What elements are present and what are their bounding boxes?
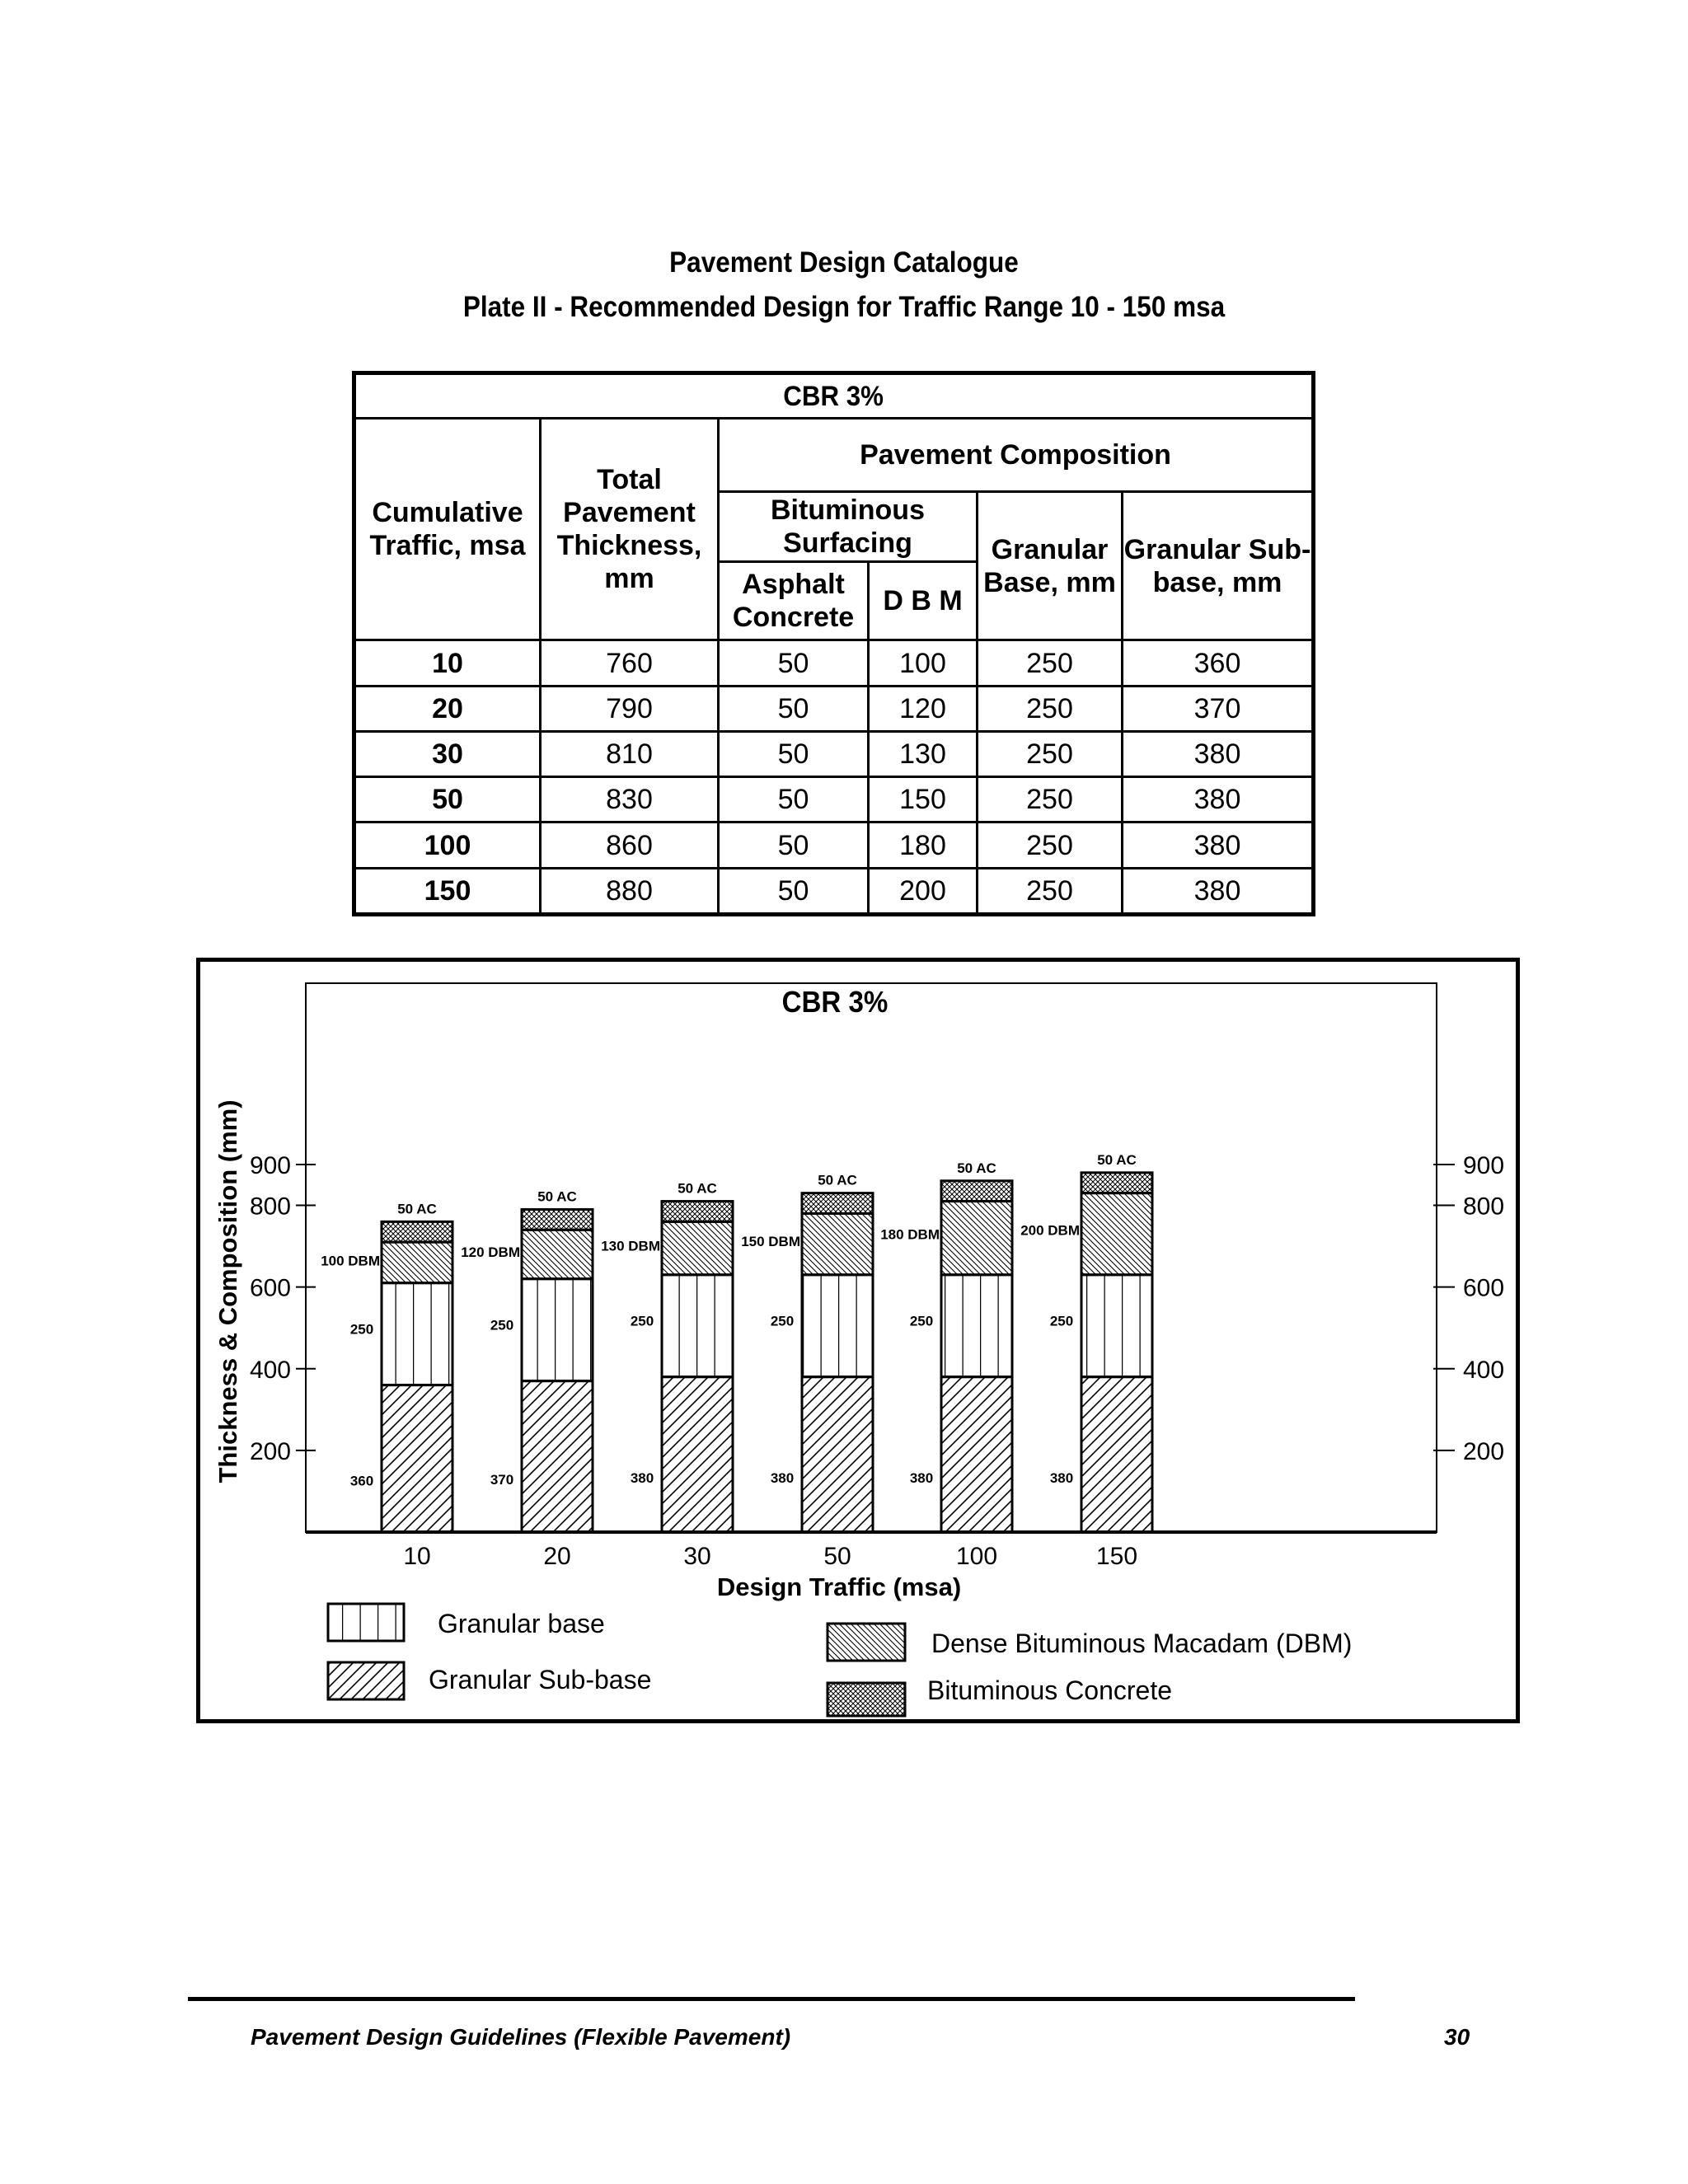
bar-segment-base — [1081, 1275, 1152, 1377]
x-tick-label: 10 — [403, 1543, 431, 1570]
y-tick-label-right: 900 — [1463, 1151, 1505, 1179]
table-row — [354, 731, 1314, 776]
design-table — [352, 371, 1315, 916]
table-row — [354, 777, 1314, 823]
label-ac: 50 AC — [818, 1172, 857, 1188]
header-total: Total Pavement Thickness, mm — [541, 419, 719, 640]
y-tick-label-right: 200 — [1463, 1437, 1505, 1465]
label-ac: 50 AC — [957, 1160, 996, 1176]
cell-base: 250 — [978, 731, 1123, 776]
legend-label-granular-subbase: Granular Sub-base — [429, 1665, 652, 1694]
x-tick-label: 150 — [1095, 1543, 1138, 1570]
cell-subbase: 360 — [1123, 640, 1314, 686]
legend — [328, 1604, 1352, 1716]
label-subbase: 380 — [909, 1470, 934, 1487]
label-ac: 50 AC — [397, 1201, 437, 1217]
cell-traffic: 10 — [354, 640, 541, 686]
cell-traffic: 30 — [354, 731, 541, 776]
label-dbm: 150 DBM — [741, 1233, 800, 1249]
label-ac: 50 AC — [1097, 1151, 1137, 1168]
label-base: 250 — [630, 1313, 654, 1329]
bar-segment-subbase — [382, 1385, 452, 1532]
pavement-chart — [200, 962, 1516, 1719]
cell-subbase: 380 — [1123, 823, 1314, 868]
header-dbm: D B M — [869, 562, 978, 640]
cell-base: 250 — [978, 777, 1123, 823]
cell-ac: 50 — [719, 731, 869, 776]
legend-swatch-bituminous-concrete — [828, 1683, 905, 1716]
bar-segment-base — [382, 1283, 452, 1385]
bar-segment-dbm — [1081, 1193, 1152, 1275]
bar-segment-base — [941, 1275, 1012, 1377]
cell-total: 880 — [541, 868, 719, 914]
label-subbase: 380 — [1049, 1470, 1074, 1487]
table-condition: CBR 3% — [354, 373, 1314, 419]
header-composition: Pavement Composition — [719, 419, 1314, 491]
bar-segment-ac — [382, 1221, 452, 1242]
table-row — [354, 823, 1314, 868]
cell-ac: 50 — [719, 777, 869, 823]
cell-total: 830 — [541, 777, 719, 823]
page-title: Pavement Design Catalogue — [669, 246, 1019, 279]
label-dbm: 120 DBM — [461, 1244, 520, 1261]
page-subtitle: Plate II - Recommended Design for Traffic Range 10 - 150 msa — [462, 291, 1226, 323]
label-base: 250 — [490, 1317, 514, 1333]
y-tick-label-left: 600 — [249, 1274, 291, 1302]
cell-dbm: 130 — [869, 731, 978, 776]
table-row — [354, 868, 1314, 914]
label-subbase: 380 — [630, 1470, 654, 1487]
bar-segment-ac — [1081, 1173, 1152, 1193]
cell-ac: 50 — [719, 640, 869, 686]
label-ac: 50 AC — [678, 1180, 717, 1197]
bar-segment-base — [802, 1275, 873, 1377]
cell-dbm: 200 — [869, 868, 978, 914]
cell-subbase: 380 — [1123, 731, 1314, 776]
cell-ac: 50 — [719, 868, 869, 914]
x-tick-label: 20 — [543, 1543, 571, 1570]
bar-segment-base — [522, 1279, 593, 1381]
y-tick-label-left: 200 — [249, 1437, 291, 1465]
legend-swatch-granular-subbase — [328, 1662, 404, 1699]
y-axis-title: Thickness & Composition (mm) — [213, 1099, 242, 1483]
bar-segment-ac — [662, 1202, 733, 1222]
cell-ac: 50 — [719, 686, 869, 731]
cell-total: 790 — [541, 686, 719, 731]
cell-traffic: 50 — [354, 777, 541, 823]
bar-segment-ac — [802, 1193, 873, 1214]
label-dbm: 130 DBM — [601, 1238, 660, 1254]
bar-segment-dbm — [522, 1230, 593, 1278]
y-tick-label-right: 400 — [1463, 1356, 1505, 1384]
y-tick-label-right: 800 — [1463, 1193, 1505, 1221]
header-traffic: Cumulative Traffic, msa — [354, 419, 541, 640]
bar-segment-ac — [941, 1181, 1012, 1202]
page-number: 30 — [1444, 2024, 1470, 2050]
x-tick-labels — [403, 1543, 1137, 1570]
cell-dbm: 180 — [869, 823, 978, 868]
legend-swatch-dbm — [828, 1624, 905, 1661]
bar-segment-subbase — [1081, 1377, 1152, 1532]
cell-dbm: 120 — [869, 686, 978, 731]
x-axis-title: Design Traffic (msa) — [716, 1572, 962, 1601]
bar-segment-subbase — [662, 1377, 733, 1532]
footer-text: Pavement Design Guidelines (Flexible Pavement) — [251, 2024, 791, 2050]
y-tick-label-left: 800 — [249, 1193, 291, 1221]
table-row — [354, 686, 1314, 731]
cell-base: 250 — [978, 823, 1123, 868]
x-tick-label: 30 — [683, 1543, 711, 1570]
legend-label-dbm: Dense Bituminous Macadam (DBM) — [931, 1629, 1353, 1658]
table-row — [354, 640, 1314, 686]
cell-traffic: 150 — [354, 868, 541, 914]
label-subbase: 360 — [349, 1473, 374, 1489]
cell-traffic: 100 — [354, 823, 541, 868]
header-subbase: Granular Sub-base, mm — [1123, 491, 1314, 640]
chart-title: CBR 3% — [781, 986, 889, 1019]
legend-swatch-granular-base — [328, 1604, 404, 1641]
y-tick-label-right: 600 — [1463, 1274, 1505, 1302]
bar-segment-dbm — [662, 1221, 733, 1274]
label-subbase: 380 — [770, 1470, 795, 1487]
cell-base: 250 — [978, 686, 1123, 731]
label-dbm: 180 DBM — [880, 1226, 940, 1243]
bar-segment-base — [662, 1275, 733, 1377]
footer-rule — [188, 1997, 1355, 2001]
bar-segment-dbm — [941, 1202, 1012, 1275]
label-dbm: 100 DBM — [321, 1253, 380, 1269]
y-axis-right — [1433, 1152, 1504, 1465]
bar-segment-ac — [522, 1209, 593, 1230]
y-tick-label-left: 400 — [249, 1356, 291, 1384]
cell-dbm: 100 — [869, 640, 978, 686]
bar-segment-subbase — [802, 1377, 873, 1532]
label-dbm: 200 DBM — [1020, 1222, 1080, 1239]
chart-frame — [196, 958, 1520, 1723]
legend-label-granular-base: Granular base — [438, 1609, 605, 1638]
cell-dbm: 150 — [869, 777, 978, 823]
cell-total: 760 — [541, 640, 719, 686]
bar-segment-dbm — [802, 1213, 873, 1274]
y-tick-label-left: 900 — [249, 1151, 291, 1179]
label-subbase: 370 — [490, 1471, 514, 1488]
bar-segment-subbase — [522, 1381, 593, 1532]
cell-traffic: 20 — [354, 686, 541, 731]
label-base: 250 — [909, 1313, 934, 1329]
label-base: 250 — [349, 1321, 374, 1338]
bar-segment-subbase — [941, 1377, 1012, 1532]
cell-total: 810 — [541, 731, 719, 776]
bar-segment-dbm — [382, 1242, 452, 1283]
header-base: Granular Base, mm — [978, 491, 1123, 640]
legend-label-bituminous-concrete: Bituminous Concrete — [927, 1675, 1173, 1705]
header-ac: Asphalt Concrete — [719, 562, 869, 640]
label-base: 250 — [770, 1313, 795, 1329]
x-tick-label: 100 — [955, 1543, 998, 1570]
cell-subbase: 380 — [1123, 868, 1314, 914]
header-bituminous: Bituminous Surfacing — [719, 491, 978, 561]
cell-ac: 50 — [719, 823, 869, 868]
cell-subbase: 370 — [1123, 686, 1314, 731]
label-ac: 50 AC — [537, 1188, 577, 1205]
cell-total: 860 — [541, 823, 719, 868]
cell-base: 250 — [978, 868, 1123, 914]
cell-base: 250 — [978, 640, 1123, 686]
cell-subbase: 380 — [1123, 777, 1314, 823]
x-tick-label: 50 — [823, 1543, 851, 1570]
label-base: 250 — [1049, 1313, 1074, 1329]
